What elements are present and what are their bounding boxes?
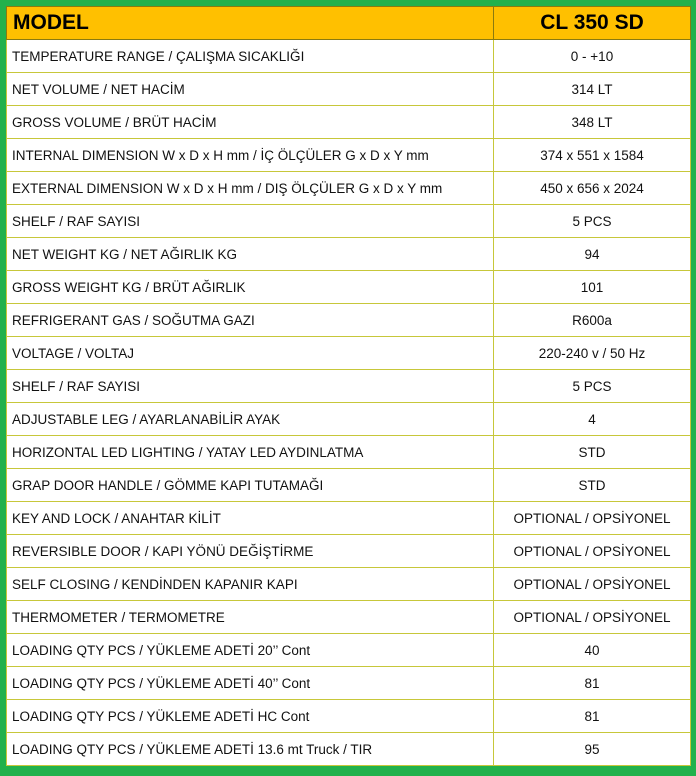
spec-label: TEMPERATURE RANGE / ÇALIŞMA SICAKLIĞI	[7, 40, 494, 73]
spec-label: NET WEIGHT KG / NET AĞIRLIK KG	[7, 238, 494, 271]
spec-label: SELF CLOSING / KENDİNDEN KAPANIR KAPI	[7, 568, 494, 601]
spec-label: VOLTAGE / VOLTAJ	[7, 337, 494, 370]
spec-label: KEY AND LOCK / ANAHTAR KİLİT	[7, 502, 494, 535]
spec-body	[7, 40, 691, 766]
table-row	[7, 502, 691, 535]
table-row	[7, 238, 691, 271]
spec-value: 81	[494, 667, 691, 700]
spec-table	[6, 6, 691, 766]
model-label: MODEL	[7, 7, 494, 40]
spec-value: 94	[494, 238, 691, 271]
spec-label: SHELF / RAF SAYISI	[7, 370, 494, 403]
spec-label: LOADING QTY PCS / YÜKLEME ADETİ 13.6 mt Truck / TIR	[7, 733, 494, 766]
spec-value: 95	[494, 733, 691, 766]
spec-value: 220-240 v / 50 Hz	[494, 337, 691, 370]
spec-label: INTERNAL DIMENSION W x D x H mm / İÇ ÖLÇÜLER G x D x Y mm	[7, 139, 494, 172]
table-row	[7, 73, 691, 106]
table-row	[7, 139, 691, 172]
spec-value: OPTIONAL / OPSİYONEL	[494, 502, 691, 535]
spec-value: OPTIONAL / OPSİYONEL	[494, 601, 691, 634]
spec-value: 4	[494, 403, 691, 436]
spec-label: REVERSIBLE DOOR / KAPI YÖNÜ DEĞİŞTİRME	[7, 535, 494, 568]
spec-label: GROSS WEIGHT KG / BRÜT AĞIRLIK	[7, 271, 494, 304]
table-row	[7, 304, 691, 337]
table-row	[7, 205, 691, 238]
spec-label: HORIZONTAL LED LIGHTING / YATAY LED AYDINLATMA	[7, 436, 494, 469]
spec-value: 5 PCS	[494, 205, 691, 238]
table-row	[7, 700, 691, 733]
table-row	[7, 172, 691, 205]
spec-value: 450 x 656 x 2024	[494, 172, 691, 205]
table-row	[7, 667, 691, 700]
spec-value: 0 - +10	[494, 40, 691, 73]
table-row	[7, 106, 691, 139]
table-row	[7, 634, 691, 667]
spec-value: R600a	[494, 304, 691, 337]
spec-label: LOADING QTY PCS / YÜKLEME ADETİ 20’’ Cont	[7, 634, 494, 667]
spec-value: 314 LT	[494, 73, 691, 106]
table-row	[7, 403, 691, 436]
table-row	[7, 436, 691, 469]
spec-label: THERMOMETER / TERMOMETRE	[7, 601, 494, 634]
spec-value: 101	[494, 271, 691, 304]
table-row	[7, 601, 691, 634]
table-row	[7, 271, 691, 304]
spec-label: NET VOLUME / NET HACİM	[7, 73, 494, 106]
spec-label: LOADING QTY PCS / YÜKLEME ADETİ 40’’ Cont	[7, 667, 494, 700]
table-row	[7, 733, 691, 766]
table-row	[7, 40, 691, 73]
table-row	[7, 370, 691, 403]
spec-value: 5 PCS	[494, 370, 691, 403]
spec-label: ADJUSTABLE LEG / AYARLANABİLİR AYAK	[7, 403, 494, 436]
spec-label: LOADING QTY PCS / YÜKLEME ADETİ HC Cont	[7, 700, 494, 733]
header-row	[7, 7, 691, 40]
spec-label: GROSS VOLUME / BRÜT HACİM	[7, 106, 494, 139]
spec-label: REFRIGERANT GAS / SOĞUTMA GAZI	[7, 304, 494, 337]
spec-label: EXTERNAL DIMENSION W x D x H mm / DIŞ ÖLÇÜLER G x D x Y mm	[7, 172, 494, 205]
spec-value: 348 LT	[494, 106, 691, 139]
table-row	[7, 568, 691, 601]
model-value: CL 350 SD	[494, 7, 691, 40]
spec-label: SHELF / RAF SAYISI	[7, 205, 494, 238]
spec-value: OPTIONAL / OPSİYONEL	[494, 535, 691, 568]
spec-value: STD	[494, 469, 691, 502]
table-row	[7, 337, 691, 370]
spec-value: OPTIONAL / OPSİYONEL	[494, 568, 691, 601]
spec-value: 81	[494, 700, 691, 733]
spec-label: GRAP DOOR HANDLE / GÖMME KAPI TUTAMAĞI	[7, 469, 494, 502]
table-row	[7, 535, 691, 568]
spec-value: STD	[494, 436, 691, 469]
spec-value: 40	[494, 634, 691, 667]
spec-value: 374 x 551 x 1584	[494, 139, 691, 172]
table-row	[7, 469, 691, 502]
